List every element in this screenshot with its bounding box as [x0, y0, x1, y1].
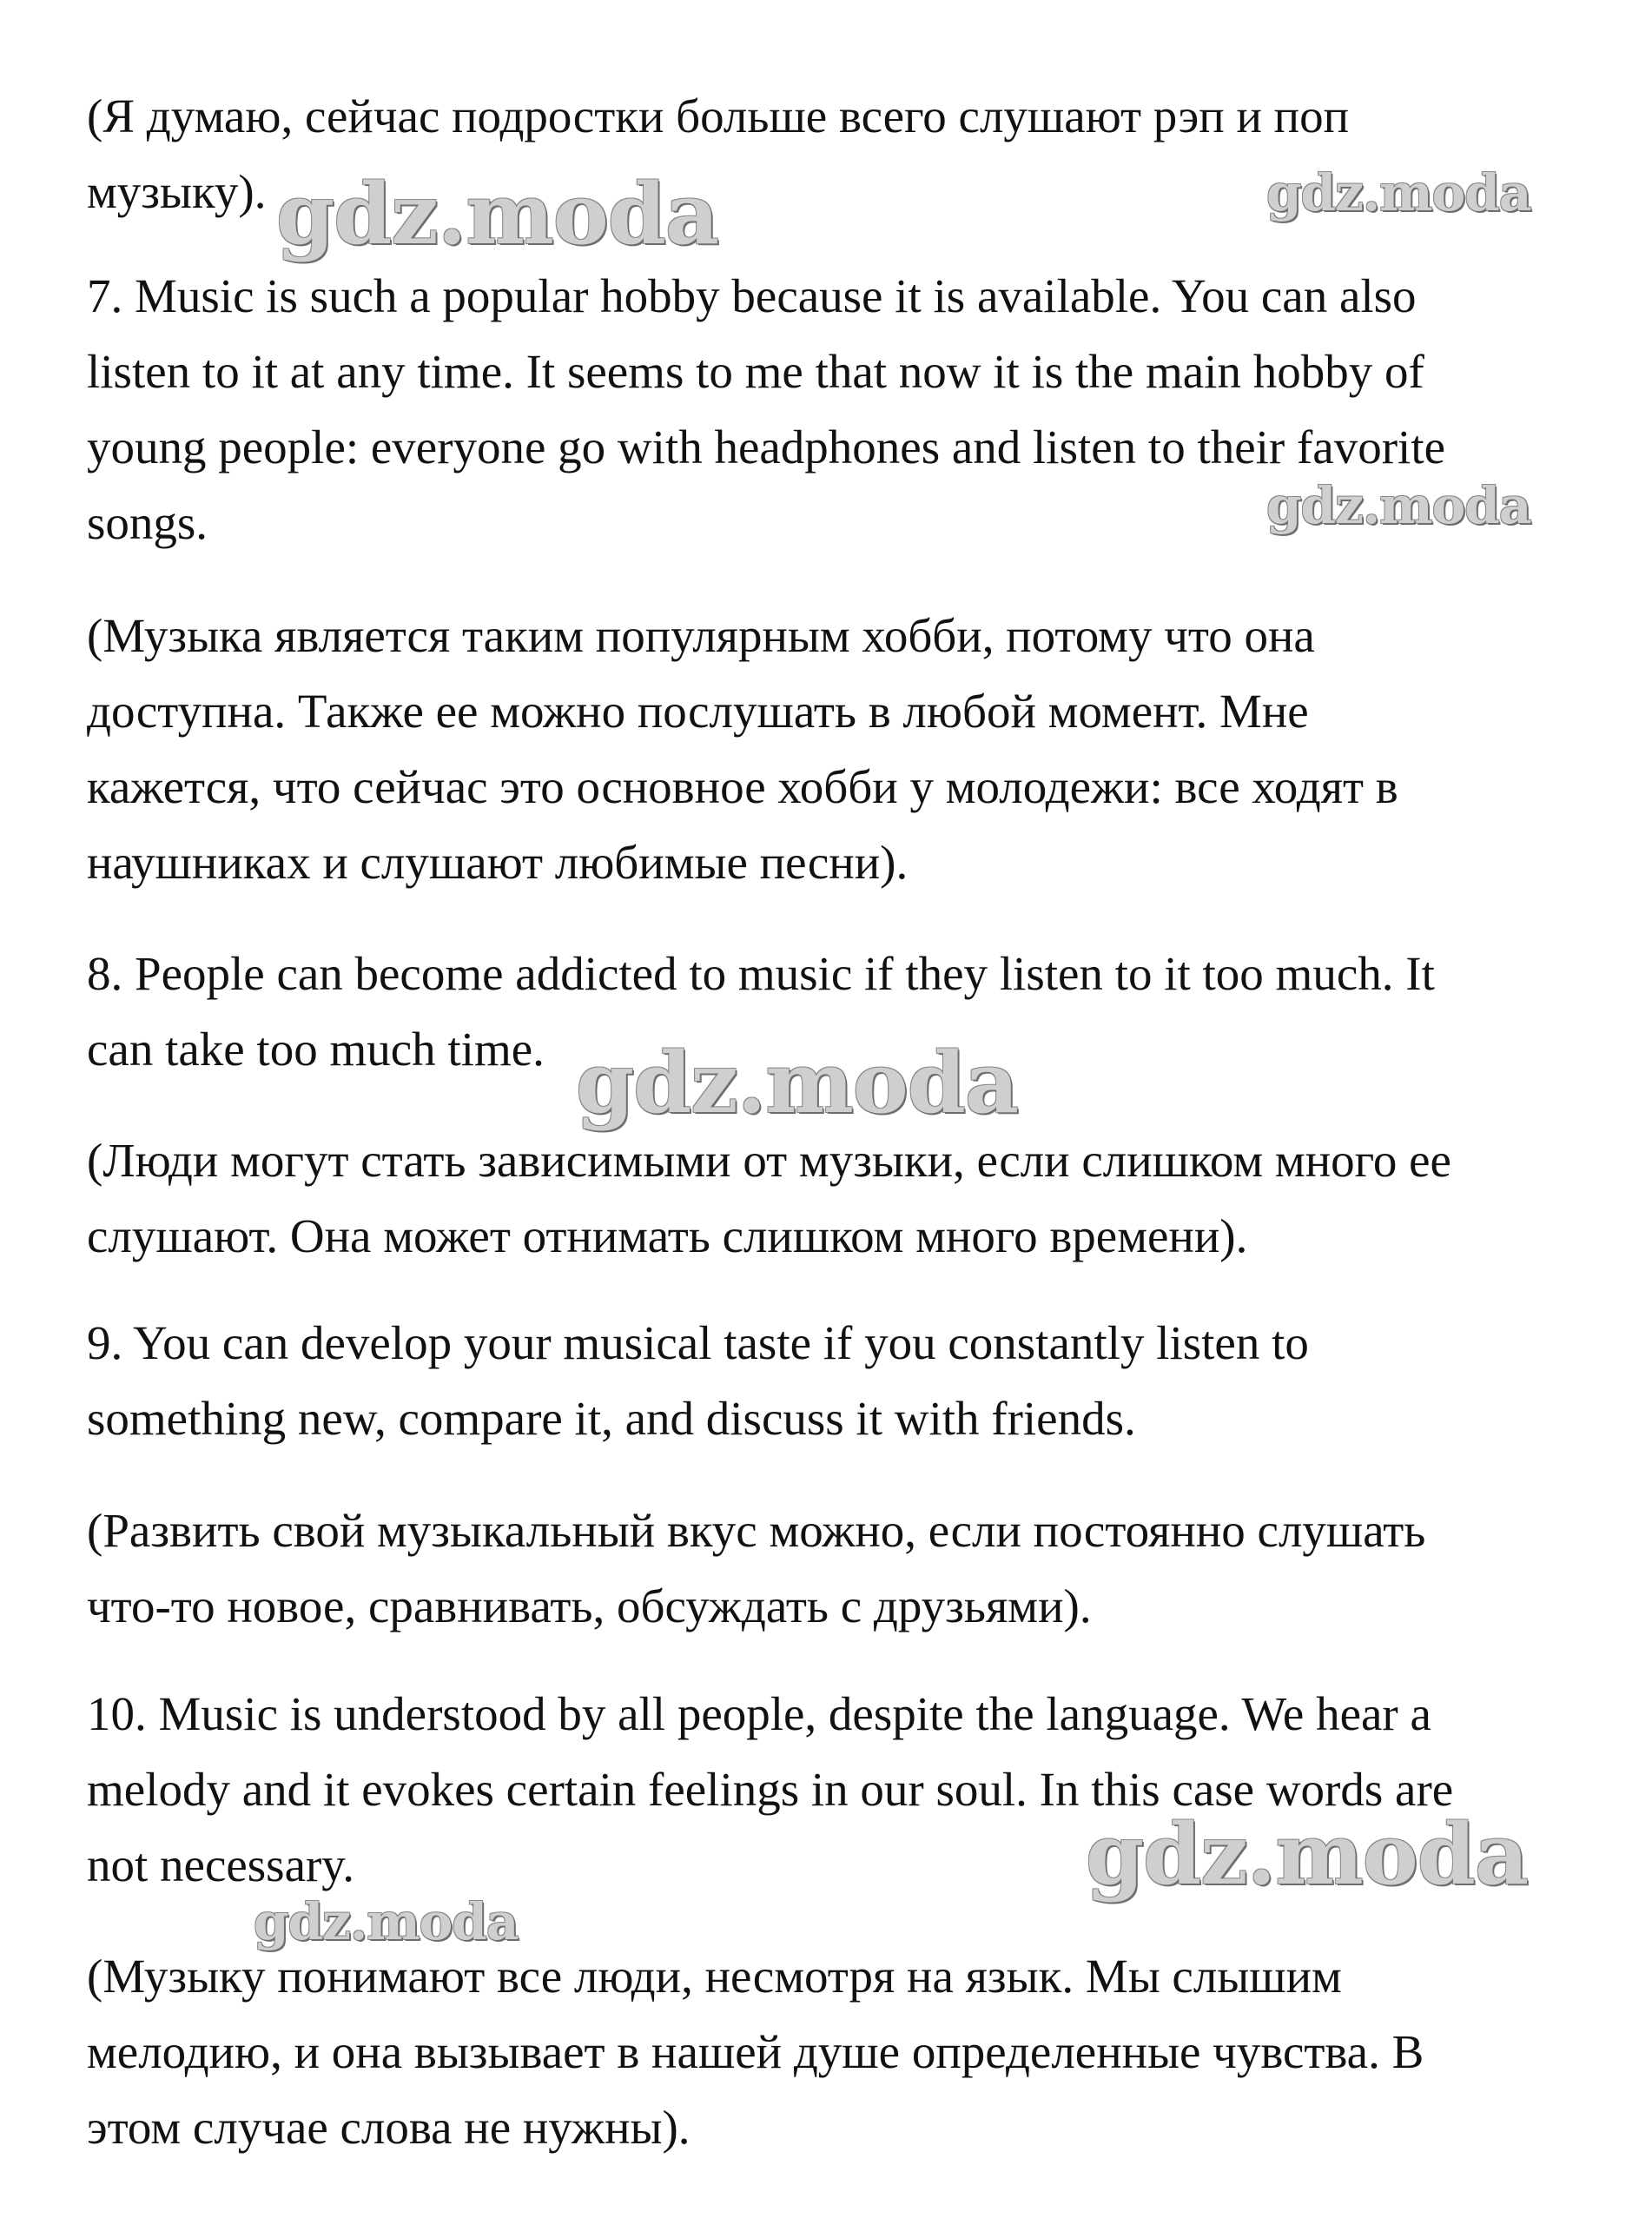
text-line: кажется, что сейчас это основное хобби у молодежи: все ходят в	[87, 760, 1398, 813]
watermark-logo: gdz.moda	[276, 165, 719, 263]
paragraph-9-translation	[87, 1493, 1563, 1644]
text-line: not necessary.	[87, 1838, 354, 1891]
paragraph-7-translation	[87, 598, 1563, 900]
watermark-logo: gdz.moda	[1266, 163, 1531, 222]
text-line: 9. You can develop your musical taste if you constantly listen to	[87, 1316, 1309, 1369]
watermark-logo: gdz.moda	[254, 1892, 519, 1951]
paragraph-8-answer	[87, 936, 1563, 1087]
text-line: доступна. Также ее можно послушать в любой момент. Мне	[87, 685, 1309, 738]
paragraph-10-translation	[87, 1938, 1563, 2165]
watermark-logo: gdz.moda	[1086, 1805, 1529, 1904]
text-line: (Музыка является таким популярным хобби, потому что она	[87, 609, 1315, 662]
text-line: listen to it at any time. It seems to me that now it is the main hobby of	[87, 345, 1424, 398]
text-line: этом случае слова не нужны).	[87, 2101, 691, 2154]
text-line: young people: everyone go with headphones and listen to their favorite	[87, 420, 1446, 473]
text-line: слушают. Она может отнимать слишком много времени).	[87, 1209, 1248, 1262]
text-line: something new, compare it, and discuss it with friends.	[87, 1392, 1136, 1445]
text-line: (Развить свой музыкальный вкус можно, если постоянно слушать	[87, 1504, 1426, 1557]
text-line: melody and it evokes certain feelings in our soul. In this case words are	[87, 1763, 1454, 1816]
text-line: музыку).	[87, 165, 267, 218]
text-line: (Музыку понимают все люди, несмотря на язык. Мы слышим	[87, 1950, 1342, 2003]
text-line: can take too much time.	[87, 1023, 545, 1076]
paragraph-10-answer	[87, 1676, 1563, 1903]
text-line: (Люди могут стать зависимыми от музыки, если слишком много ее	[87, 1134, 1451, 1187]
text-line: 7. Music is such a popular hobby because it is available. You can also	[87, 269, 1417, 322]
watermark-logo: gdz.moda	[1266, 476, 1531, 535]
text-line: (Я думаю, сейчас подростки больше всего слушают рэп и поп	[87, 89, 1350, 142]
text-line: songs.	[87, 496, 208, 549]
text-line: мелодию, и она вызывает в нашей душе определенные чувства. В	[87, 2025, 1424, 2078]
text-line: 10. Music is understood by all people, despite the language. We hear a	[87, 1687, 1431, 1740]
paragraph-6-translation	[87, 78, 1563, 229]
text-line: что-то новое, сравнивать, обсуждать с друзьями).	[87, 1579, 1092, 1632]
paragraph-7-answer	[87, 258, 1563, 560]
watermark-logo: gdz.moda	[576, 1034, 1019, 1132]
text-line: 8. People can become addicted to music if they listen to it too much. It	[87, 947, 1435, 1000]
paragraph-9-answer	[87, 1305, 1563, 1456]
paragraph-8-translation	[87, 1122, 1563, 1274]
text-line: наушниках и слушают любимые песни).	[87, 836, 909, 889]
